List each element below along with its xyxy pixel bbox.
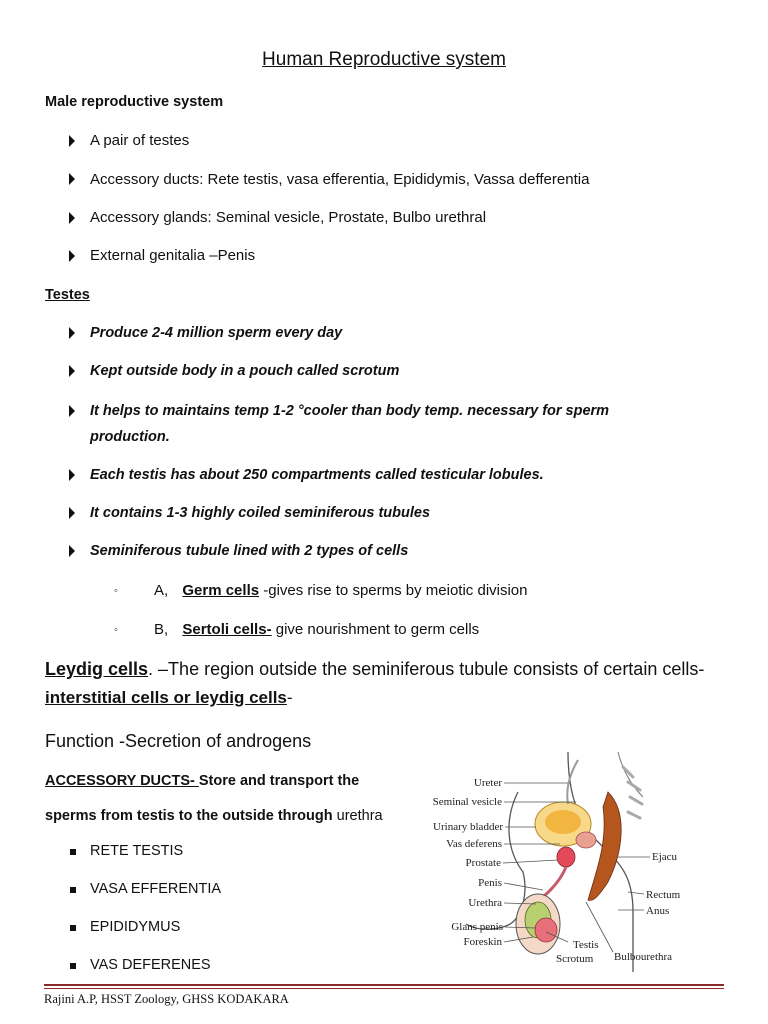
accessory-desc-3: urethra [332,808,383,824]
circle-bullet-icon: ◦ [114,585,118,597]
triangle-bullet-icon [67,365,77,377]
page-title: Human Reproductive system [262,49,506,70]
leydig-desc: . –The region outside the seminiferous tubule consists of certain cells- [148,659,705,679]
leydig-tail: - [286,688,293,707]
male-reproductive-diagram [418,752,682,972]
duct-item: VAS DEFERENES [90,957,211,973]
list-item: Seminiferous tubule lined with 2 types of cells [90,543,409,559]
accessory-desc-2: sperms from testis to the outside through [45,808,333,824]
triangle-bullet-icon [67,250,77,262]
male-heading: Male reproductive system [45,94,224,110]
function-line: Function -Secretion of androgens [45,731,312,751]
diagram-label: Scrotum [556,953,594,965]
leydig-term: Leydig cells [45,659,149,679]
diagram-label: Seminal vesicle [432,796,502,808]
diagram-label: Bulbourethra [614,951,673,963]
square-bullet-icon [70,925,76,931]
list-item: Accessory ducts: Rete testis, vasa efferentia, Epididymis, Vassa defferentia [90,171,590,188]
diagram-label: Ureter [473,777,502,789]
sertoli-cells-desc: give nourishment to germ cells [271,621,480,638]
duct-item: RETE TESTIS [90,843,184,859]
list-item: Produce 2-4 million sperm every day [90,325,343,341]
sertoli-cells-term: Sertoli cells- [182,621,272,638]
square-bullet-icon [70,849,76,855]
diagram-label: Prostate [465,857,501,869]
germ-cells-line [154,582,528,599]
triangle-bullet-icon [67,135,77,147]
diagram-label: Vas deferens [446,838,502,850]
list-item: External genitalia –Penis [90,247,256,264]
leydig-line [45,659,704,680]
germ-cells-desc: -gives rise to sperms by meiotic division [259,582,528,599]
triangle-bullet-icon [67,173,77,185]
footer-text: Rajini A.P, HSST Zoology, GHSS KODAKARA [44,992,289,1006]
interstitial-term: interstitial cells or leydig cells [45,688,287,707]
triangle-bullet-icon [67,212,77,224]
duct-item: VASA EFFERENTIA [90,881,222,897]
diagram-label: Rectum [646,889,681,901]
diagram-label: Ejacu [652,851,678,863]
square-bullet-icon [70,963,76,969]
list-item: It contains 1-3 highly coiled seminiferous tubules [90,505,431,521]
list-item-continuation: production. [90,429,170,445]
list-item: Kept outside body in a pouch called scrotum [90,363,400,379]
diagram-label: Testis [573,939,599,951]
germ-cells-term: Germ cells [182,582,260,599]
list-item: It helps to maintains temp 1-2 °cooler than body temp. necessary for sperm [90,403,610,419]
diagram-label: Penis [478,877,502,889]
triangle-bullet-icon [67,327,77,339]
diagram-label: Glans penis [451,921,503,933]
triangle-bullet-icon [67,469,77,481]
accessory-line-1 [45,773,359,789]
triangle-bullet-icon [67,405,77,417]
duct-item: EPIDIDYMUS [90,919,181,935]
diagram-label: Urethra [468,897,502,909]
item-letter: A, [154,582,169,599]
square-bullet-icon [70,887,76,893]
accessory-line-2 [45,808,383,824]
list-item: A pair of testes [90,132,190,149]
footer-rule [44,984,724,986]
accessory-term: ACCESSORY DUCTS- [45,773,199,789]
item-letter: B, [154,621,169,638]
diagram-label: Foreskin [463,936,502,948]
triangle-bullet-icon [67,545,77,557]
leydig-line-2 [45,688,293,708]
sertoli-cells-line [154,621,479,638]
accessory-desc: Store and transport the [198,773,360,789]
testes-heading: Testes [45,287,90,303]
diagram-label: Anus [646,905,670,917]
list-item: Each testis has about 250 compartments called testicular lobules. [90,467,544,483]
footer-rule-thin [44,988,724,989]
circle-bullet-icon: ◦ [114,624,118,636]
diagram-label: Urinary bladder [433,821,503,833]
triangle-bullet-icon [67,507,77,519]
list-item: Accessory glands: Seminal vesicle, Prostate, Bulbo urethral [90,209,487,226]
